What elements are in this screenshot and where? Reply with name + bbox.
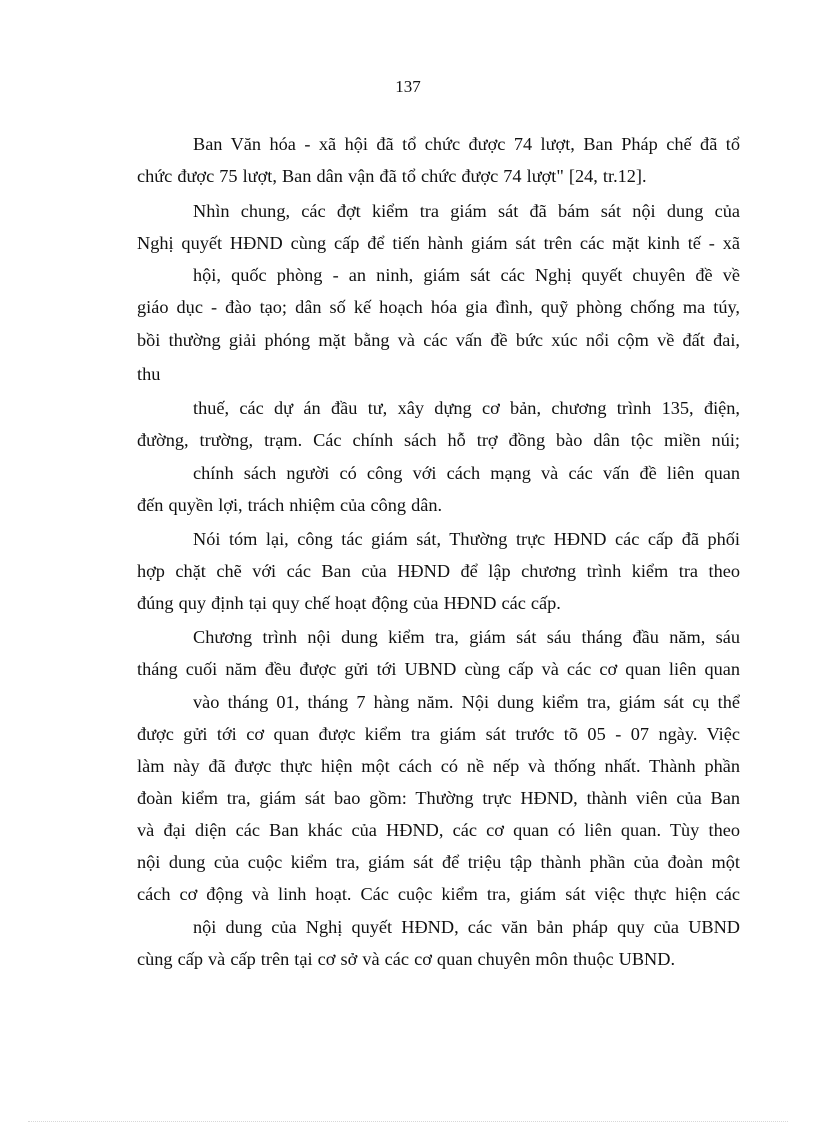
footer-divider	[28, 1121, 788, 1122]
page-number: 137	[395, 77, 421, 96]
text-line: giáo dục - đào tạo; dân số kế hoạch hóa gia đình, quỹ phòng chống ma túy,	[137, 297, 740, 317]
text-line: chính sách người có công với cách mạng và các vấn đề liên quan	[193, 463, 740, 483]
text-line: nội dung của Nghị quyết HĐND, các văn bản pháp quy của UBND	[193, 917, 740, 937]
text-line: làm này đã được thực hiện một cách có nề nếp và thống nhất. Thành phần	[137, 756, 740, 776]
text-line: chức được 75 lượt, Ban dân vận đã tổ chức được 74 lượt" [24, tr.12].	[137, 166, 647, 186]
text-line: thu	[137, 364, 161, 384]
text-line: bồi thường giải phóng mặt bằng và các vấn đề bức xúc nổi cộm về đất đai,	[137, 330, 740, 350]
text-line: đến quyền lợi, trách nhiệm của công dân.	[137, 495, 443, 515]
text-line: hội, quốc phòng - an ninh, giám sát các Nghị quyết chuyên đề về	[193, 265, 740, 285]
text-line: thuế, các dự án đầu tư, xây dựng cơ bản, chương trình 135, điện,	[193, 398, 740, 418]
text-line: Ban Văn hóa - xã hội đã tổ chức được 74 lượt, Ban Pháp chế đã tổ	[193, 134, 740, 154]
text-line: và đại diện các Ban khác của HĐND, các cơ quan có liên quan. Tùy theo	[137, 820, 740, 840]
text-line: tháng cuối năm đều được gửi tới UBND cùng cấp và các cơ quan liên quan	[137, 659, 740, 679]
text-line: Nói tóm lại, công tác giám sát, Thường trực HĐND các cấp đã phối	[193, 529, 740, 549]
text-line: Chương trình nội dung kiểm tra, giám sát sáu tháng đầu năm, sáu	[193, 627, 740, 647]
text-line: đường, trường, trạm. Các chính sách hỗ trợ đồng bào dân tộc miền núi;	[137, 430, 740, 450]
text-line: Nhìn chung, các đợt kiểm tra giám sát đã bám sát nội dung của	[193, 201, 740, 221]
text-line: vào tháng 01, tháng 7 hàng năm. Nội dung kiểm tra, giám sát cụ thể	[193, 692, 740, 712]
text-line: hợp chặt chẽ với các Ban của HĐND để lập chương trình kiểm tra theo	[137, 561, 740, 581]
text-line: cách cơ động và linh hoạt. Các cuộc kiểm tra, giám sát việc thực hiện các	[137, 884, 740, 904]
text-line: nội dung của cuộc kiểm tra, giám sát để triệu tập thành phần của đoàn một	[137, 852, 740, 872]
text-line: đoàn kiểm tra, giám sát bao gồm: Thường trực HĐND, thành viên của Ban	[137, 788, 740, 808]
text-line: đúng quy định tại quy chế hoạt động của HĐND các cấp.	[137, 593, 561, 613]
text-line: cùng cấp và cấp trên tại cơ sở và các cơ quan chuyên môn thuộc UBND.	[137, 949, 676, 969]
text-line: Nghị quyết HĐND cùng cấp để tiến hành giám sát trên các mặt kinh tế - xã	[137, 233, 740, 253]
text-line: được gửi tới cơ quan được kiểm tra giám sát trước tõ 05 - 07 ngày. Việc	[137, 724, 740, 744]
